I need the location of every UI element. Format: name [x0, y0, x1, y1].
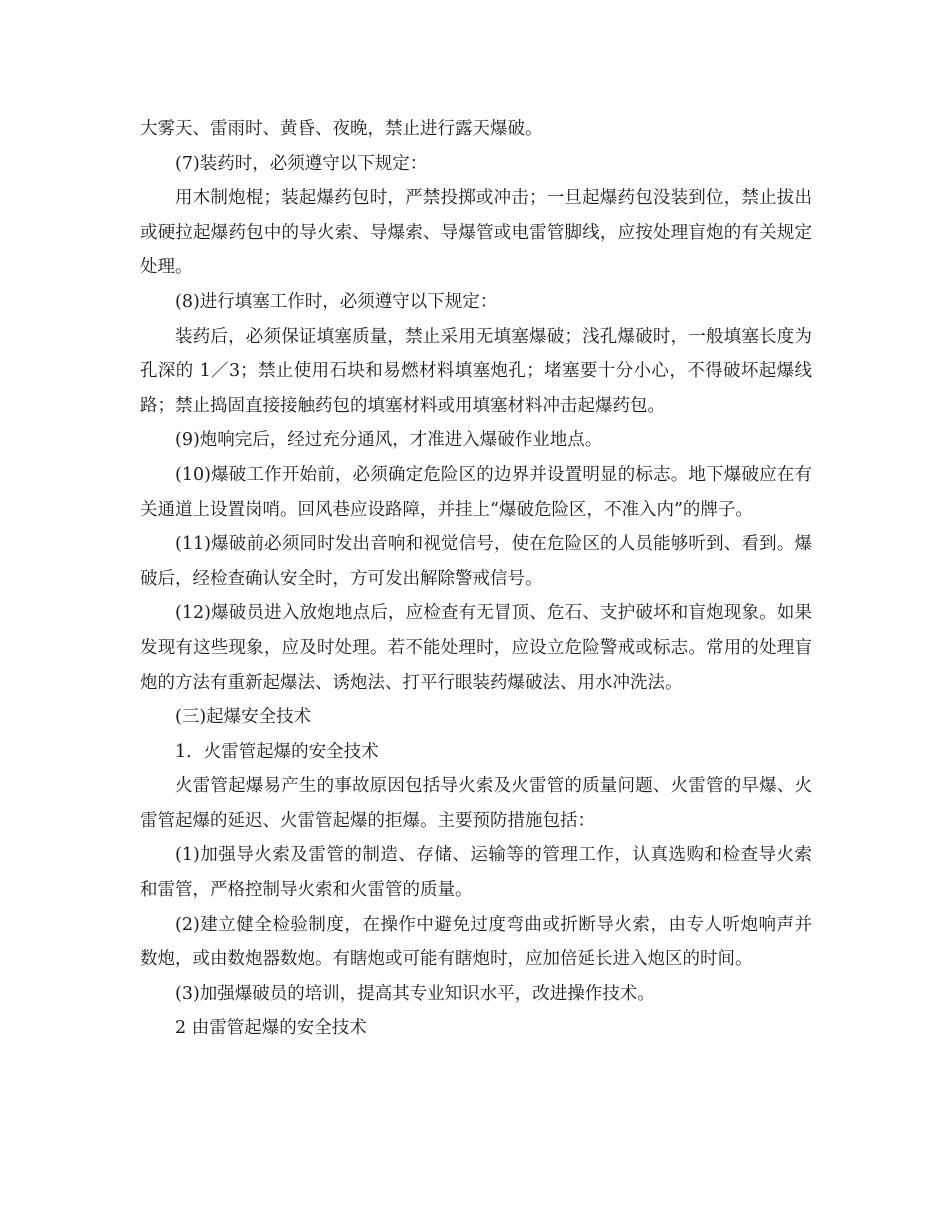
paragraph: (8)进行填塞工作时，必须遵守以下规定：	[175, 291, 498, 312]
document-body	[140, 112, 812, 1046]
paragraph: 装药后，必须保证填塞质量，禁止采用无填塞爆破；浅孔爆破时，一般填塞长度为孔深的 1／3；禁止使用石块和易燃材料填塞炮孔；堵塞要十分小心，不得破坏起爆线路；禁止捣固直接接触药包的填塞材料或用填塞材料冲击起爆药包。	[140, 326, 812, 416]
paragraph: (9)炮响完后，经过充分通风，才准进入爆破作业地点。	[175, 430, 603, 451]
paragraph: 火雷管起爆易产生的事故原因包括导火索及火雷管的质量问题、火雷管的早爆、火雷管起爆的延迟、火雷管起爆的拒爆。主要预防措施包括：	[140, 776, 812, 831]
paragraph: (2)建立健全检验制度，在操作中避免过度弯曲或折断导火索，由专人听炮响声并数炮，或由数炮器数炮。有瞎炮或可能有瞎炮时，应加倍延长进入炮区的时间。	[140, 914, 812, 970]
paragraph: 大雾天、雷雨时、黄昏、夜晚，禁止进行露天爆破。	[140, 119, 543, 139]
subsection-heading: 1．火雷管起爆的安全技术	[175, 741, 379, 762]
paragraph: (7)装药时，必须遵守以下规定：	[175, 153, 428, 174]
paragraph: 用木制炮棍；装起爆药包时，严禁投掷或冲击；一旦起爆药包没装到位，禁止拔出或硬拉起爆药包中的导火索、导爆索、导爆管或电雷管脚线，应按处理盲炮的有关规定处理。	[140, 188, 812, 278]
paragraph: (12)爆破员进入放炮地点后，应检查有无冒顶、危石、支护破坏和盲炮现象。如果发现有这些现象，应及时处理。若不能处理时，应设立危险警戒或标志。常用的处理盲炮的方法有重新起爆法、诱炮法、打平行眼装药爆破法、用水冲洗法。	[140, 603, 812, 693]
paragraph: (1)加强导火索及雷管的制造、存储、运输等的管理工作，认真选购和检查导火索和雷管，严格控制导火索和火雷管的质量。	[140, 845, 812, 901]
subsection-heading: 2 由雷管起爆的安全技术	[175, 1018, 367, 1039]
paragraph: (3)加强爆破员的培训，提高其专业知识水平，改进操作技术。	[175, 983, 655, 1004]
paragraph: (10)爆破工作开始前，必须确定危险区的边界并设置明显的标志。地下爆破应在有关通道上设置岗哨。回风巷应设路障，并挂上“爆破危险区，不准入内”的牌子。	[140, 464, 812, 520]
paragraph: (11)爆破前必须同时发出音响和视觉信号，使在危险区的人员能够听到、看到。爆破后，经检查确认安全时，方可发出解除警戒信号。	[140, 534, 812, 589]
section-heading: (三)起爆安全技术	[175, 707, 312, 728]
